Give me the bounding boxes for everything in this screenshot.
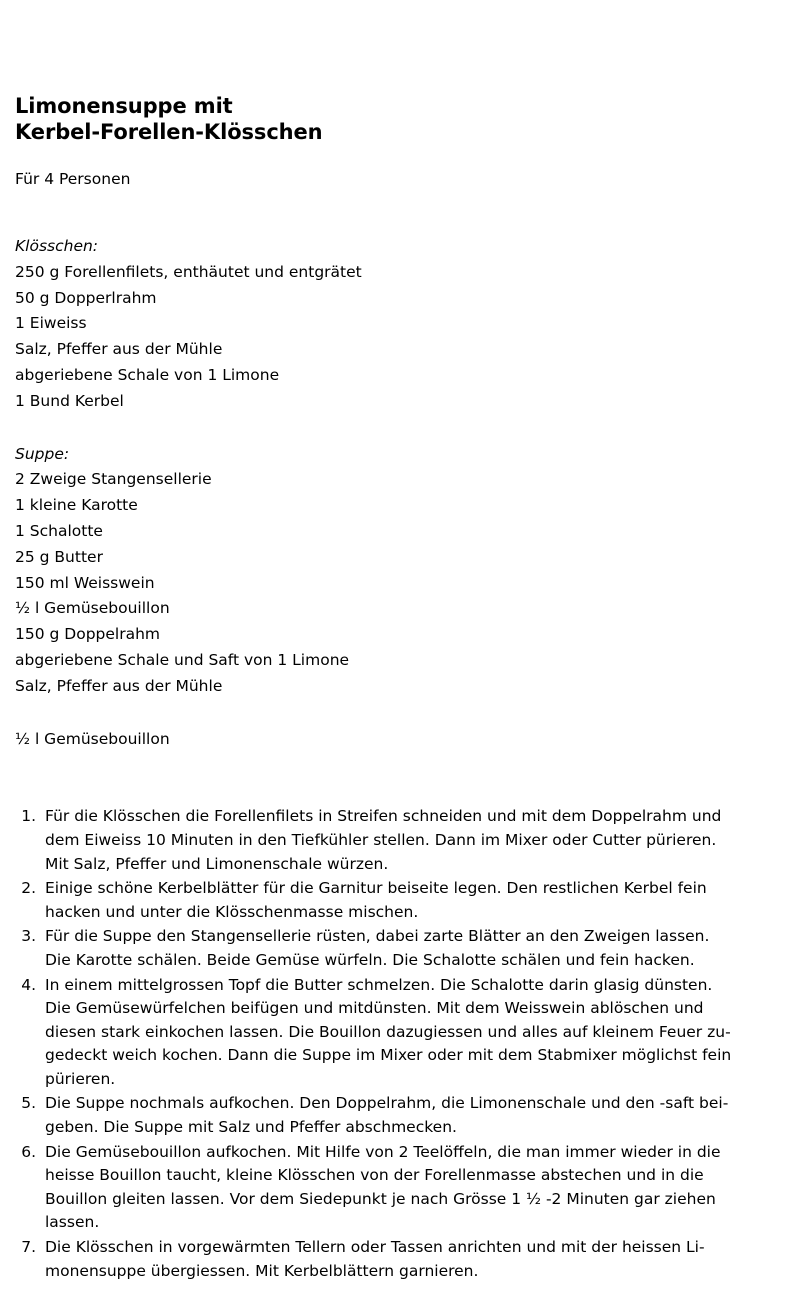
instruction-step [45,877,782,924]
instruction-step-line: Die Gemüsebouillon aufkochen. Mit Hilfe von 2 Teelöffeln, die man immer wieder in die [45,1142,721,1161]
instruction-step-line: Einige schöne Kerbelblätter für die Garnitur beiseite legen. Den restlichen Kerbel fein [45,879,707,898]
instruction-step-line: Für die Suppe den Stangensellerie rüsten, dabei zarte Blätter an den Zweigen lassen. [45,927,710,946]
ingredient-item: Salz, Pfeffer aus der Mühle [15,340,223,359]
ingredient-item: 250 g Forellenfilets, enthäutet und entgrätet [15,262,362,281]
instruction-step-line: gedeckt weich kochen. Dann die Suppe im Mixer oder mit dem Stabmixer möglichst fein [45,1046,732,1065]
instruction-step-line: lassen. [45,1213,100,1232]
ingredient-item: 1 kleine Karotte [15,496,138,515]
ingredient-item: 150 ml Weisswein [15,573,155,592]
instruction-step-line: dem Eiweiss 10 Minuten in den Tiefkühler stellen. Dann im Mixer oder Cutter pürieren. [45,830,717,849]
ingredient-item: Salz, Pfeffer aus der Mühle [15,676,223,695]
page-title-line-1: Limonensuppe mit [15,94,233,118]
ingredient-item: 50 g Dopperlrahm [15,288,157,307]
instruction-step-line: Die Gemüsewürfelchen beifügen und mitdünsten. Mit dem Weisswein ablöschen und [45,999,704,1018]
ingredient-item: ½ l Gemüsebouillon [15,599,170,618]
ingredient-group-suppe [15,415,782,700]
instruction-step-line: Bouillon gleiten lassen. Vor dem Siedepunkt je nach Grösse 1 ½ -2 Minuten gar ziehen [45,1189,716,1208]
instruction-list [15,752,782,1283]
page-title [15,0,782,145]
ingredient-item: abgeriebene Schale und Saft von 1 Limone [15,650,350,669]
ingredient-item: 2 Zweige Stangensellerie [15,470,212,489]
ingredient-item: 1 Schalotte [15,521,103,540]
ingredient-group-heading: Suppe: [15,444,70,463]
ingredient-item: 25 g Butter [15,547,103,566]
extra-ingredient-item: ½ l Gemüsebouillon [15,729,170,748]
instruction-step-line: In einem mittelgrossen Topf die Butter schmelzen. Die Schalotte darin glasig dünsten. [45,975,713,994]
instruction-step-line: hacken und unter die Klösschenmasse mischen. [45,902,419,921]
instruction-step-line: geben. Die Suppe mit Salz und Pfeffer abschmecken. [45,1118,457,1137]
instruction-step-line: Die Karotte schälen. Beide Gemüse würfeln. Die Schalotte schälen und fein hacken. [45,950,695,969]
instruction-step [45,974,782,1092]
instruction-step-line: monensuppe übergiessen. Mit Kerbelblättern garnieren. [45,1261,479,1280]
instruction-step-line: Die Klösschen in vorgewärmten Tellern oder Tassen anrichten und mit der heissen Li- [45,1238,705,1257]
instruction-step-line: Die Suppe nochmals aufkochen. Den Doppelrahm, die Limonenschale und den -saft bei- [45,1094,729,1113]
instruction-step-line: heisse Bouillon taucht, kleine Klösschen von der Forellenmasse abstechen und in die [45,1166,704,1185]
instruction-step [45,1092,782,1139]
servings-text: Für 4 Personen [15,170,131,188]
instruction-step [45,1236,782,1283]
ingredient-item: 150 g Doppelrahm [15,625,161,644]
ingredient-group-heading: Klösschen: [15,237,99,255]
instruction-step-line: Für die Klösschen die Forellenfilets in Streifen schneiden und mit dem Doppelrahm und [45,807,722,826]
ingredient-group-kloesschen [15,190,782,415]
instruction-step [45,1141,782,1235]
instruction-step [45,805,782,876]
ingredient-item: abgeriebene Schale von 1 Limone [15,365,280,384]
instruction-step-line: Mit Salz, Pfeffer und Limonenschale würzen. [45,854,389,873]
instruction-step [45,925,782,972]
ingredient-item: 1 Eiweiss [15,314,87,333]
ingredient-item: 1 Bund Kerbel [15,391,124,410]
instruction-step-line: pürieren. [45,1069,116,1088]
instruction-step-line: diesen stark einkochen lassen. Die Bouillon dazugiessen und alles auf kleinem Feuer zu- [45,1022,731,1041]
page-title-line-2: Kerbel-Forellen-Klösschen [15,120,323,144]
